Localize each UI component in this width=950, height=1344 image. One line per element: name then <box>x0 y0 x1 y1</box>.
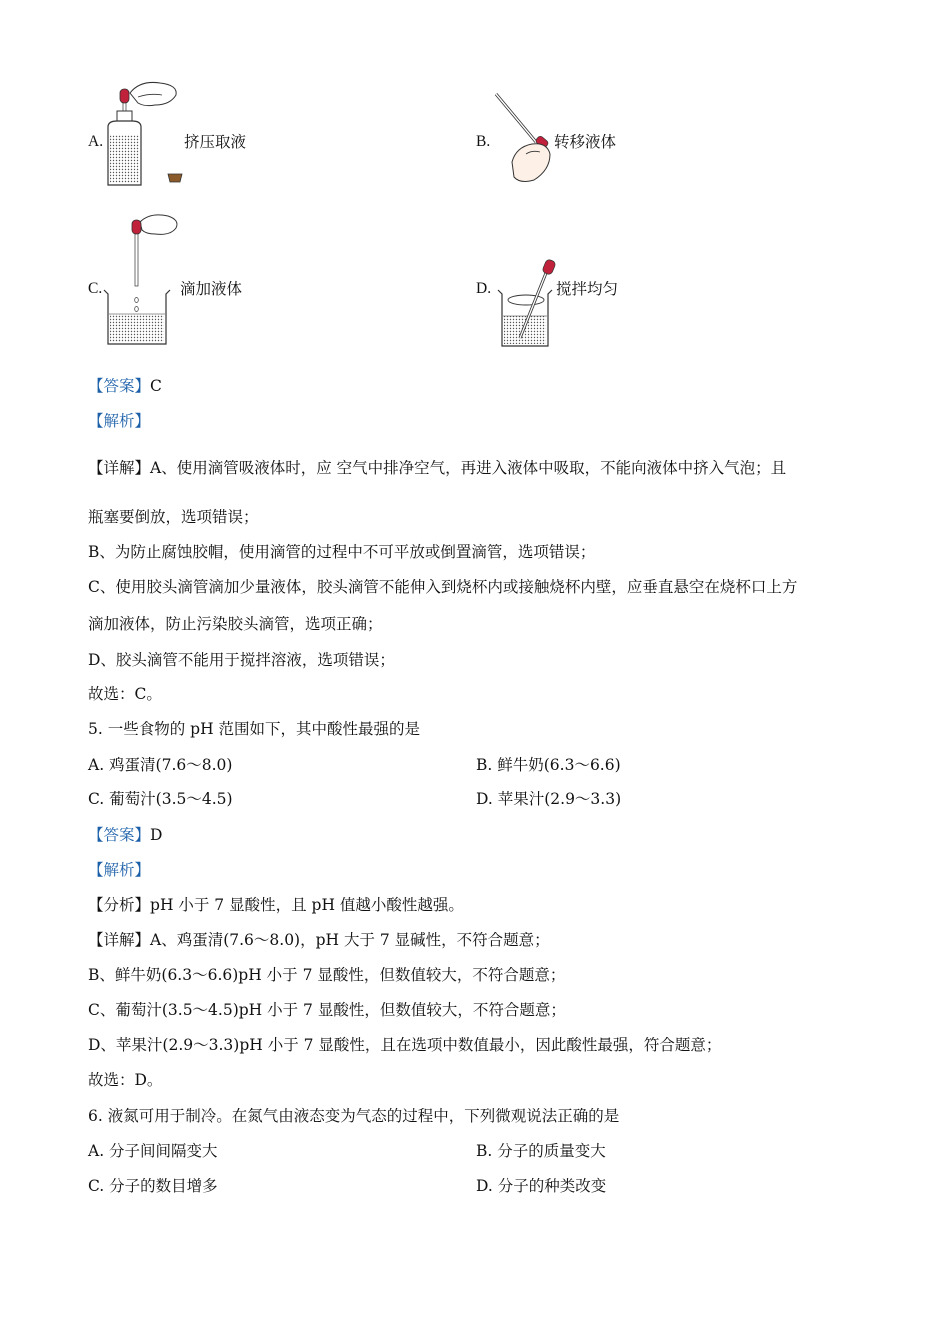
answer-label: 【答案】 <box>88 377 151 395</box>
q6-stem: 6. 液氮可用于制冷。在氮气由液态变为气态的过程中，下列微观说法正确的是 <box>88 1107 620 1125</box>
q6-option-a[interactable]: A. 分子间间隔变大 <box>88 1142 218 1160</box>
option-b-letter: B. <box>476 133 491 150</box>
option-d-letter: D. <box>476 280 492 297</box>
detail-label: 【详解】 <box>88 459 151 477</box>
q4-detail-line4: C、使用胶头滴管滴加少量液体，胶头滴管不能伸入到烧杯内或接触烧杯内壁，应垂直悬空在烧杯口上方 <box>88 578 798 596</box>
q4-answer <box>88 376 162 396</box>
option-b-caption: 转移液体 <box>554 133 617 151</box>
q5-stem: 5. 一些食物的 pH 范围如下，其中酸性最强的是 <box>88 720 421 738</box>
option-a-letter: A. <box>88 133 104 150</box>
q5-option-b[interactable]: B. 鲜牛奶(6.3～6.6) <box>476 756 621 774</box>
q4-detail-line7: 故选：C。 <box>88 685 162 703</box>
stir-liquid-figure <box>494 258 564 350</box>
fenxi-label: 【分析】 <box>88 896 151 914</box>
q4-detail-line2: 瓶塞要倒放，选项错误； <box>88 508 259 526</box>
q4-analysis-label: 【解析】 <box>88 412 151 430</box>
q4-detail-line1 <box>88 458 786 478</box>
q6-option-b[interactable]: B. 分子的质量变大 <box>476 1142 606 1160</box>
q5-detail-line5: 故选：D。 <box>88 1071 163 1089</box>
option-d-caption: 搅拌均匀 <box>556 280 619 298</box>
answer-label: 【答案】 <box>88 826 151 844</box>
q6-option-c[interactable]: C. 分子的数目增多 <box>88 1177 218 1195</box>
transfer-dropper-figure <box>492 92 562 187</box>
q4-detail-line3: B、为防止腐蚀胶帽，使用滴管的过程中不可平放或倒置滴管，选项错误； <box>88 543 596 561</box>
q5-fenxi <box>88 895 464 915</box>
q5-option-d[interactable]: D. 苹果汁(2.9～3.3) <box>476 790 622 808</box>
q4-detail-line5: 滴加液体，防止污染胶头滴管，选项正确； <box>88 615 383 633</box>
q4-detail-line6: D、胶头滴管不能用于搅拌溶液，选项错误； <box>88 651 395 669</box>
drip-liquid-figure <box>100 210 180 350</box>
option-c-caption: 滴加液体 <box>180 280 243 298</box>
q5-detail-line3: C、葡萄汁(3.5～4.5)pH 小于 7 显酸性，但数值较大，不符合题意； <box>88 1001 566 1019</box>
option-a-caption: 挤压取液 <box>184 133 247 151</box>
detail-text: A、使用滴管吸液体时，应 空气中排净空气，再进入液体中吸取，不能向液体中挤入气泡；且 <box>150 459 787 477</box>
fenxi-text: pH 小于 7 显酸性，且 pH 值越小酸性越强。 <box>150 896 464 914</box>
answer-value: D <box>150 826 163 844</box>
detail-label: 【详解】 <box>88 931 151 949</box>
q6-option-d[interactable]: D. 分子的种类改变 <box>476 1177 607 1195</box>
detail-text: A、鸡蛋清(7.6～8.0)，pH 大于 7 显碱性，不符合题意； <box>150 931 550 949</box>
q5-detail-line2: B、鲜牛奶(6.3～6.6)pH 小于 7 显酸性，但数值较大，不符合题意； <box>88 966 566 984</box>
q5-answer <box>88 825 162 845</box>
q5-detail-line1 <box>88 930 550 950</box>
q5-option-a[interactable]: A. 鸡蛋清(7.6～8.0) <box>88 756 233 774</box>
option-c-letter: C. <box>88 280 103 297</box>
squeeze-dropper-figure <box>100 75 190 190</box>
q5-analysis-label: 【解析】 <box>88 861 151 879</box>
answer-value: C <box>150 377 162 395</box>
q5-option-c[interactable]: C. 葡萄汁(3.5～4.5) <box>88 790 233 808</box>
q5-detail-line4: D、苹果汁(2.9～3.3)pH 小于 7 显酸性，且在选项中数值最小，因此酸性最强，符合题意； <box>88 1036 722 1054</box>
